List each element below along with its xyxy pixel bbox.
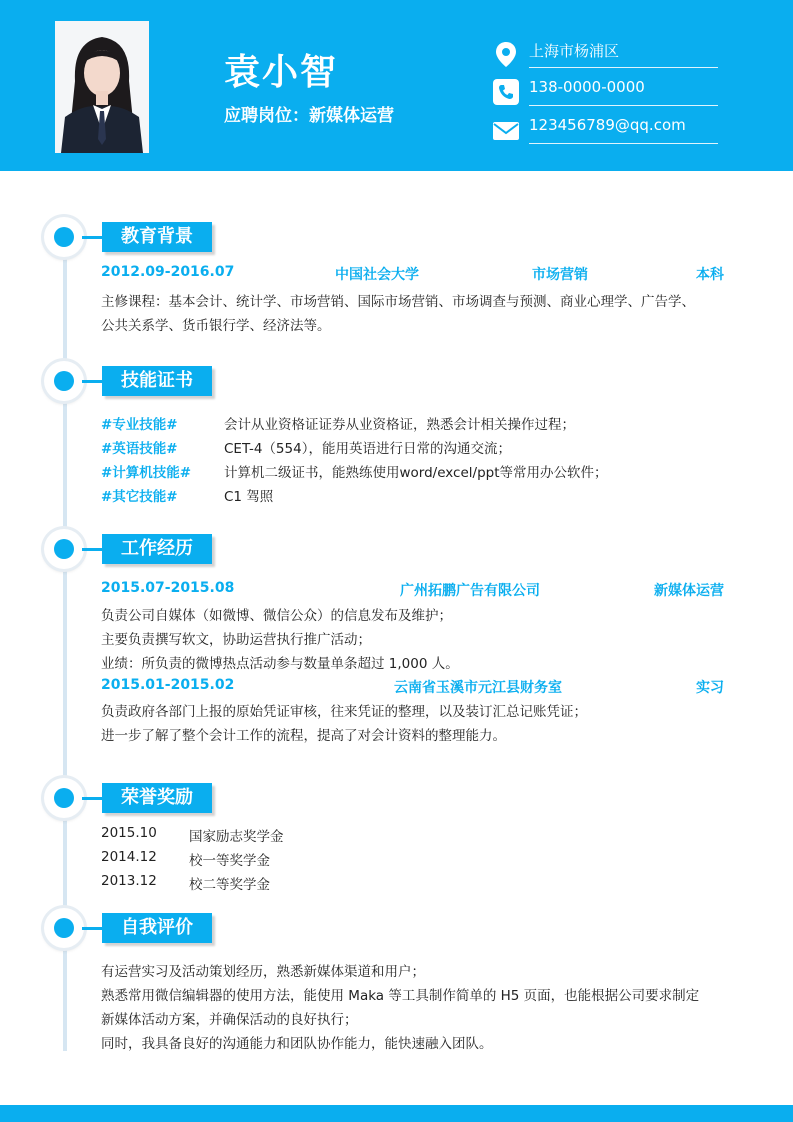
section-connector [82,380,104,383]
divider [529,105,718,106]
location-pin-icon [492,40,520,68]
job-date: 2015.07-2015.08 [101,580,235,596]
job-header [101,677,724,699]
skill-text: 计算机二级证书，能熟练使用word/excel/ppt等常用办公软件； [224,465,608,481]
education-date: 2012.09-2016.07 [101,264,235,280]
address-text: 上海市杨浦区 [529,42,620,60]
education-major: 市场营销 [532,267,588,283]
contact-address [492,40,718,70]
footer-bar [0,1105,793,1122]
job-date: 2015.01-2015.02 [101,677,235,693]
divider [529,67,718,68]
section-marker [44,217,84,257]
section-title-self-evaluation: 自我评价 [102,913,212,943]
skill-text: C1 驾照 [224,489,274,505]
section-connector [82,927,104,930]
section-marker [44,778,84,818]
job-detail: 业绩：所负责的微博热点活动参与数量单条超过 1,000 人。 [101,656,459,672]
job-detail: 负责公司自媒体（如微博、微信公众）的信息发布及维护； [101,608,452,624]
section-marker [44,361,84,401]
skill-label: #其它技能# [101,489,178,505]
contact-phone [492,78,718,108]
email-text: 123456789@qq.com [529,116,686,134]
self-evaluation-line: 有运营实习及活动策划经历，熟悉新媒体渠道和用户； [101,964,425,980]
job-detail: 主要负责撰写软文，协助运营执行推广活动； [101,632,371,648]
skill-label: #计算机技能# [101,465,192,481]
job-detail: 负责政府各部门上报的原始凭证审核，往来凭证的整理，以及装订汇总记账凭证； [101,704,587,720]
profile-photo [55,21,149,153]
section-title-education: 教育背景 [102,222,212,252]
skill-text: 会计从业资格证证券从业资格证，熟悉会计相关操作过程； [224,417,575,433]
skill-text: CET-4（554），能用英语进行日常的沟通交流； [224,441,511,457]
contact-email [492,116,718,146]
award-date: 2015.10 [101,825,157,841]
job-target: 应聘岗位：新媒体运营 [224,106,394,126]
section-marker [44,908,84,948]
section-title-awards: 荣誉奖励 [102,783,212,813]
resume-header [0,0,793,171]
job-company: 广州拓鹏广告有限公司 [400,583,540,599]
job-detail: 进一步了解了整个会计工作的流程，提高了对会计资料的整理能力。 [101,728,506,744]
section-connector [82,236,104,239]
section-title-work: 工作经历 [102,534,212,564]
mail-icon [492,116,520,144]
job-header [101,580,724,602]
self-evaluation-line: 熟悉常用微信编辑器的使用方法，能使用 Maka 等工具制作简单的 H5 页面，也能根据公司要求制定 [101,988,700,1004]
education-courses: 主修课程：基本会计、统计学、市场营销、国际市场营销、市场调查与预测、商业心理学、广告学、 [101,294,695,310]
job-company: 云南省玉溪市元江县财务室 [394,680,562,696]
job-role: 实习 [696,680,724,696]
award-name: 国家励志奖学金 [189,829,284,845]
award-name: 校一等奖学金 [189,853,270,869]
education-school: 中国社会大学 [335,267,419,283]
section-marker [44,529,84,569]
section-connector [82,797,104,800]
section-connector [82,548,104,551]
award-date: 2013.12 [101,873,157,889]
divider [529,143,718,144]
award-name: 校二等奖学金 [189,877,270,893]
job-role: 新媒体运营 [654,583,724,599]
section-title-skills: 技能证书 [102,366,212,396]
education-header [101,264,724,286]
candidate-name: 袁小智 [224,52,339,93]
phone-icon [492,78,520,106]
education-degree: 本科 [696,267,724,283]
education-courses: 公共关系学、货币银行学、经济法等。 [101,318,331,334]
skill-label: #英语技能# [101,441,178,457]
award-date: 2014.12 [101,849,157,865]
phone-text: 138-0000-0000 [529,78,645,96]
skill-label: #专业技能# [101,417,178,433]
self-evaluation-line: 同时，我具备良好的沟通能力和团队协作能力，能快速融入团队。 [101,1036,493,1052]
self-evaluation-line: 新媒体活动方案，并确保活动的良好执行； [101,1012,358,1028]
